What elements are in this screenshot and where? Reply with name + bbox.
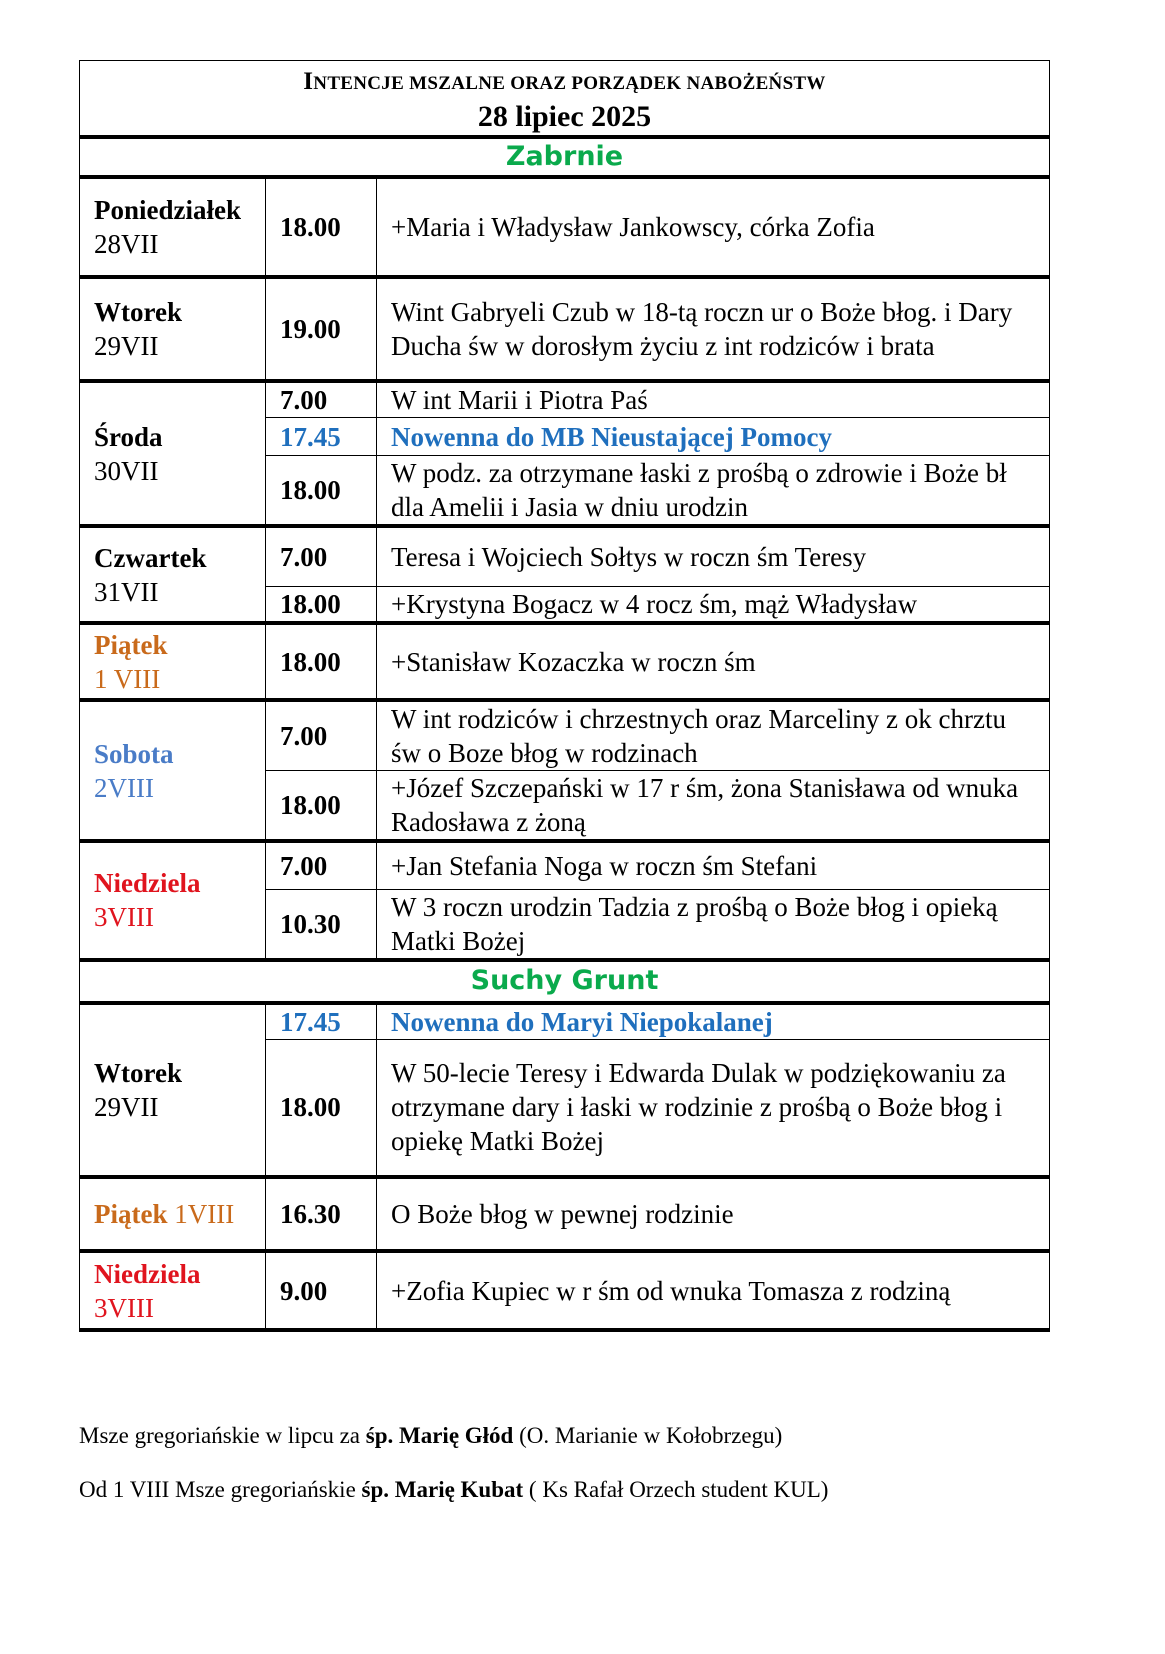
table-row (80, 1003, 1050, 1040)
document-title: INTENCJE MSZALNE ORAZ PORZĄDEK NABOŻEŃSTW (303, 68, 826, 95)
day-cell: Czwartek 31VII (80, 526, 266, 623)
intention-cell: +Maria i Władysław Jankowscy, córka Zofia (377, 177, 1050, 277)
time-cell: 17.45 (266, 418, 377, 456)
day-cell: Piątek 1VIII (80, 1177, 266, 1251)
document-header (80, 61, 1050, 138)
time-cell: 7.00 (266, 700, 377, 771)
intention-cell: W 50-lecie Teresy i Edwarda Dulak w podziękowaniu za otrzymane dary i łaski w rodzinie z prośbą o Boże błog i opiekę Matki Bożej (377, 1039, 1050, 1177)
intention-cell: +Zofia Kupiec w r śm od wnuka Tomasza z rodziną (377, 1251, 1050, 1330)
novena-cell: Nowenna do Maryi Niepokalanej (377, 1003, 1050, 1040)
intention-cell: W int rodziców i chrzestnych oraz Marceliny z ok chrztu św o Boze błog w rodzinach (377, 700, 1050, 771)
table-row (80, 381, 1050, 418)
time-cell: 17.45 (266, 1003, 377, 1040)
table-row (80, 841, 1050, 889)
time-cell: 7.00 (266, 381, 377, 418)
time-cell: 19.00 (266, 277, 377, 381)
time-cell: 7.00 (266, 841, 377, 889)
table-row (80, 1177, 1050, 1251)
intention-cell: +Jan Stefania Noga w roczn śm Stefani (377, 841, 1050, 889)
document-date: 28 lipiec 2025 (477, 100, 652, 133)
novena-cell: Nowenna do MB Nieustającej Pomocy (377, 418, 1050, 456)
time-cell: 9.00 (266, 1251, 377, 1330)
intention-cell: Teresa i Wojciech Sołtys w roczn śm Teresy (377, 526, 1050, 586)
table-row (80, 177, 1050, 277)
note-gregorian-july: Msze gregoriańskie w lipcu za śp. Marię Głód (O. Marianie w Kołobrzegu) (79, 1423, 783, 1448)
intention-cell: W podz. za otrzymane łaski z prośbą o zdrowie i Boże bł dla Amelii i Jasia w dniu urodzin (377, 456, 1050, 527)
intention-cell: W int Marii i Piotra Paś (377, 381, 1050, 418)
day-cell: Niedziela 3VIII (80, 1251, 266, 1330)
time-cell: 18.00 (266, 623, 377, 700)
day-cell: Piątek 1 VIII (80, 623, 266, 700)
time-cell: 18.00 (266, 177, 377, 277)
intention-cell: +Stanisław Kozaczka w roczn śm (377, 623, 1050, 700)
day-cell: Niedziela 3VIII (80, 841, 266, 960)
table-row (80, 277, 1050, 381)
time-cell: 16.30 (266, 1177, 377, 1251)
table-row (80, 700, 1050, 771)
day-cell: Sobota 2VIII (80, 700, 266, 841)
day-cell: Wtorek 29VII (80, 1003, 266, 1178)
intention-cell: +Krystyna Bogacz w 4 rocz śm, mąż Władysław (377, 586, 1050, 623)
location-row-suchy-grunt (80, 960, 1050, 1003)
mass-schedule (79, 60, 1049, 1332)
location-zabrnie: Zabrnie (80, 137, 1050, 177)
day-cell: Środa 30VII (80, 381, 266, 526)
time-cell: 18.00 (266, 771, 377, 842)
time-cell: 10.30 (266, 889, 377, 960)
intention-cell: W 3 roczn urodzin Tadzia z prośbą o Boże błog i opieką Matki Bożej (377, 889, 1050, 960)
intention-cell: +Józef Szczepański w 17 r śm, żona Stanisława od wnuka Radosława z żoną (377, 771, 1050, 842)
footer-notes (79, 1422, 1139, 1530)
note-gregorian-august: Od 1 VIII Msze gregoriańskie śp. Marię Kubat ( Ks Rafał Orzech student KUL) (79, 1477, 829, 1502)
time-cell: 7.00 (266, 526, 377, 586)
table-row (80, 526, 1050, 586)
time-cell: 18.00 (266, 1039, 377, 1177)
intention-cell: Wint Gabryeli Czub w 18-tą roczn ur o Boże błog. i Dary Ducha św w dorosłym życiu z int rodziców i brata (377, 277, 1050, 381)
table-row (80, 1251, 1050, 1330)
day-cell: Wtorek 29VII (80, 277, 266, 381)
time-cell: 18.00 (266, 456, 377, 527)
header-row (80, 61, 1050, 138)
location-row-zabrnie (80, 137, 1050, 177)
intention-cell: O Boże błog w pewnej rodzinie (377, 1177, 1050, 1251)
time-cell: 18.00 (266, 586, 377, 623)
table-row (80, 623, 1050, 700)
location-suchy-grunt: Suchy Grunt (80, 960, 1050, 1003)
schedule-table (79, 60, 1050, 1332)
day-cell: Poniedziałek 28VII (80, 177, 266, 277)
